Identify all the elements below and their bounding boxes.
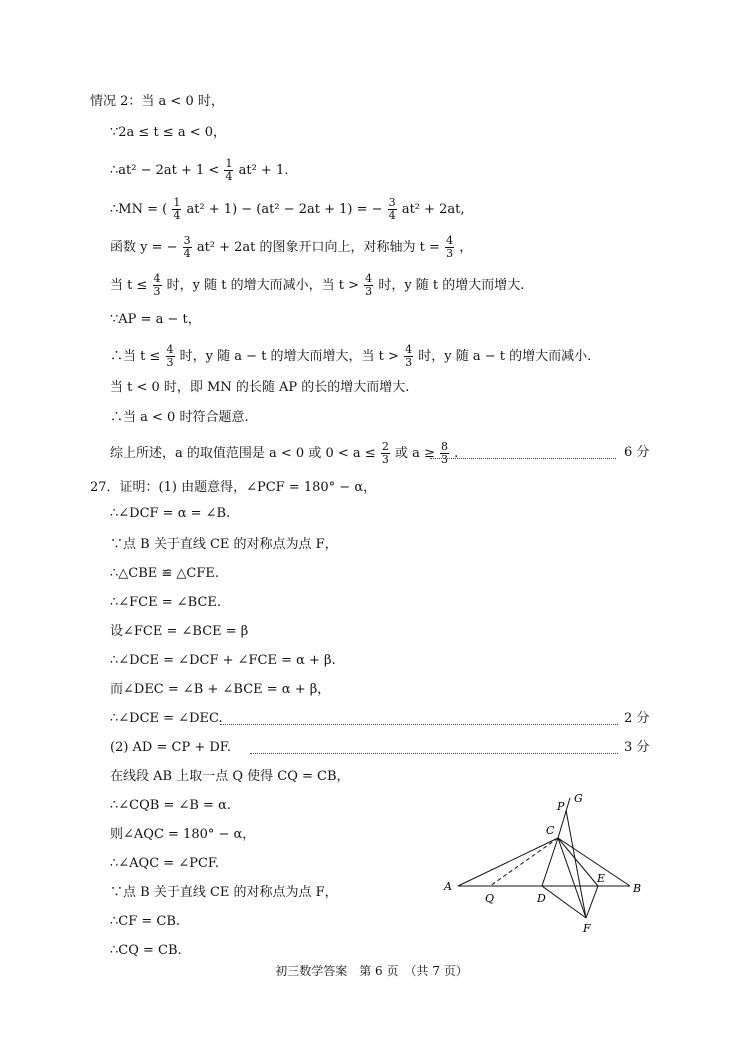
line-10: ∴当 a < 0 时符合题意. bbox=[110, 410, 249, 425]
label-E: E bbox=[597, 872, 606, 885]
segment-AC bbox=[458, 838, 558, 886]
label-P: P bbox=[557, 800, 565, 813]
case-2-heading: 情况 2：当 a < 0 时， bbox=[90, 94, 224, 109]
line-6: 当 t ≤ $\frac{4}{3}$ 时，y 随 t 的增大而减小，当 t > $\frac{4}{3}$ 时，y 随 t 的增大而增大. bbox=[110, 272, 525, 298]
label-Q: Q bbox=[485, 892, 495, 905]
score-3: 3 分 bbox=[624, 740, 650, 755]
line-14: ∵点 B 关于直线 CE 的对称点为点 F， bbox=[110, 537, 338, 552]
line-19: 而∠DEC = ∠B + ∠BCE = α + β， bbox=[110, 682, 331, 697]
line-28: ∴CQ = CB. bbox=[110, 943, 182, 958]
line-24: 则∠AQC = 180° − α， bbox=[110, 827, 256, 842]
line-18: ∴∠DCE = ∠DCF + ∠FCE = α + β. bbox=[110, 653, 336, 668]
fraction-1-4: $\frac{1}{4}$ bbox=[225, 157, 233, 183]
line-22: 在线段 AB 上取一点 Q 使得 CQ = CB， bbox=[110, 769, 350, 784]
dot-leader bbox=[430, 458, 616, 459]
segment-CD bbox=[542, 838, 558, 886]
line-11: 综上所述，a 的取值范围是 a < 0 或 0 < a ≤ $\frac{2}{3}$ 或 a ≥ $\frac{8}{3}$ . bbox=[110, 440, 459, 466]
line-20: ∴∠DCE = ∠DEC. bbox=[110, 711, 223, 726]
line-4: ∴MN = ( $\frac{1}{4}$ at² + 1) − (at² − 2at + 1) = − $\frac{3}{4}$ at² + 2at, bbox=[110, 196, 465, 222]
segment-PF bbox=[566, 810, 586, 918]
line-27: ∴CF = CB. bbox=[110, 914, 181, 929]
line-5: 函数 y = − $\frac{3}{4}$ at² + 2at 的图象开口向上，对称轴为 t = $\frac{4}{3}$ ， bbox=[110, 234, 473, 260]
segment-CE bbox=[558, 838, 598, 886]
segment-DF bbox=[542, 886, 586, 918]
page-footer: 初三数学答案 第 6 页 （共 7 页） bbox=[275, 964, 468, 978]
line-21: (2) AD = CP + DF. bbox=[110, 740, 231, 755]
line-8: ∴当 t ≤ $\frac{4}{3}$ 时，y 随 a − t 的增大而增大，当 t > $\frac{4}{3}$ 时，y 随 a − t 的增大而减小. bbox=[110, 343, 592, 369]
segment-CQ-dashed bbox=[490, 838, 558, 886]
score-6: 6 分 bbox=[624, 445, 650, 460]
segment-CF bbox=[558, 838, 586, 918]
line-25: ∴∠AQC = ∠PCF. bbox=[110, 856, 220, 871]
line-17: 设∠FCE = ∠BCE = β bbox=[110, 624, 249, 639]
problem-27-heading: 27．证明：(1) 由题意得，∠PCF = 180° − α， bbox=[90, 480, 377, 495]
label-A: A bbox=[444, 880, 452, 893]
line-13: ∴∠DCF = α = ∠B. bbox=[110, 506, 231, 521]
label-B: B bbox=[633, 882, 642, 895]
geometry-diagram bbox=[440, 788, 660, 938]
label-D: D bbox=[537, 892, 546, 905]
line-16: ∴∠FCE = ∠BCE. bbox=[110, 595, 222, 610]
line-9: 当 t < 0 时，即 MN 的长随 AP 的长的增大而增大. bbox=[110, 380, 410, 395]
line-23: ∴∠CQB = ∠B = α. bbox=[110, 798, 231, 813]
score-2: 2 分 bbox=[624, 711, 650, 726]
label-F: F bbox=[583, 922, 591, 935]
label-C: C bbox=[546, 824, 555, 837]
segment-CB bbox=[558, 838, 630, 886]
dot-leader bbox=[250, 753, 618, 754]
line-26: ∵点 B 关于直线 CE 的对称点为点 F， bbox=[110, 885, 338, 900]
line-3: ∴at² − 2at + 1 < $\frac{1}{4}$ at² + 1. bbox=[110, 157, 289, 183]
line-15: ∴△CBE ≌ △CFE. bbox=[110, 566, 220, 581]
dot-leader bbox=[220, 724, 618, 725]
line-7: ∵AP = a − t， bbox=[110, 312, 201, 327]
line-2: ∵2a ≤ t ≤ a < 0， bbox=[110, 125, 227, 140]
segment-EF bbox=[586, 886, 598, 918]
label-G: G bbox=[574, 792, 583, 805]
